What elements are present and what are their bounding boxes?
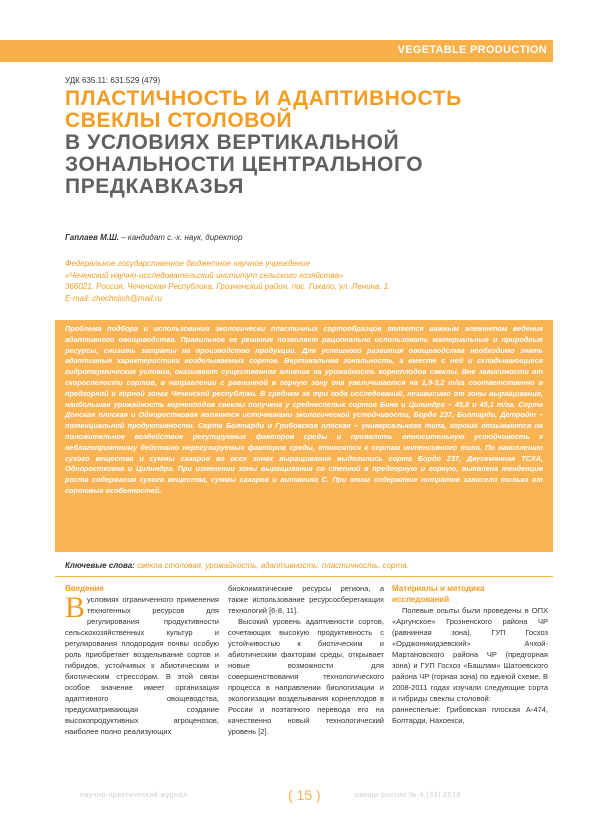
author-line [65,233,242,242]
section-heading-methods-2: исследований [392,595,450,604]
paragraph: Полевые опыты были проведены в ОПХ «Аргунское» Грозненского района ЧР (равнинная зона), ГУП Госхоз «Орджоникидзевский» Ачхой-Мартановского района ЧР (предгорная зона) и ГУП Госхоз «Башлам» Шатоевского района ЧР (горная зона) по единой схеме. В 2008-2011 годах изучали следующие сорта и гибриды свеклы столовой: [392,606,548,703]
affiliation-line: «Чеченский научно-исследовательский институт сельского хозяйства» [65,270,344,280]
page-number: ( 15 ) [288,787,321,803]
title-line-4: ЗОНАЛЬНОСТИ ЦЕНТРАЛЬНОГО [65,153,424,176]
title-line-5: ПРЕДКАВКАЗЬЯ [65,175,244,198]
drop-cap: В [65,591,86,624]
section-heading-introduction: Введение [65,584,104,593]
affiliation [65,258,545,304]
column-3 [392,583,548,726]
author-name: Гаплаев М.Ш. [65,233,120,242]
journal-name-right: овощи россии № 4 (33) 2016 [355,792,461,799]
paragraph: раннеспелые: Грибовская плоская А-474, Болтарди, Нахоекси, [392,705,548,725]
column-2 [228,583,384,737]
affiliation-line: Федеральное государственное бюджетное научное учреждение [65,259,311,268]
title-line-3: В УСЛОВИЯХ ВЕРТИКАЛЬНОЙ [65,131,400,154]
title-line-1: ПЛАСТИЧНОСТЬ И АДАПТИВНОСТЬ [65,87,462,110]
keywords-label: Ключевые слова: [65,561,135,570]
abstract-text: Проблема подбора и использования экологически пластичных сортообразцов является важным элементом ведения адаптивного овощеводства. Правильное ее решение позволяет рационально использовать материальные и природные ресурсы, снизить затраты на производство продукции. Для успешного развития овощеводства необходимо знать адаптивные характеристики возделываемых сортов. Вертикальная зональность, а вместе с ней и складывающиеся гидротермические условия, оказывают существенное влияние на урожайность корнеплодов свеклы. Вне зависимости от скороспелости сортов, в направлении с равнинной в горную зону она увеличивается на 1,9-3,2 т/га соответственно в предгорной и горной зонах Чеченской республики. В среднем за три года исследований, независимо от зоны выращивания, наибольшая урожайность корнеплодов свеклы получена у среднеспелых сортов Бона и Цилиндра – 45,8 и 45,1 т/га. Сорта Донская плоская и Одноростковая являются источниками экологической устойчивости, Бордо 237, Болтарди, Детройт – потенциальной продуктивности. Сорта Болтарди и Грибовская плоская – универсального типа, хорошо отзываются на положительное воздействие регулируемых факторов среды и проявлять относительную устойчивость к неблагоприятному действию нерегулируемых факторов среды, относятся к сортам интенсивного типа. По накоплению сухого вещества и суммы сахаров во всех зонах выращивания выделились сорта Бордо 237, Двусемянная ТСХА, Одноростковая и Цилиндра. При изменении зоны выращивания со степной в предгорную и горную, выявлена тенденция роста содержания сухого вещества, суммы сахаров и витамина С. При этом содержание нитратов зависело только от сортовых особенностей. [65,324,543,495]
keywords [65,561,545,570]
section-heading-methods: Материалы и методика [392,584,485,593]
title-line-2: СВЕКЛЫ СТОЛОВОЙ [65,109,293,132]
abstract-box [55,320,553,552]
divider [55,576,553,577]
section-label: VEGETABLE PRODUCTION [397,44,547,56]
footer [0,789,609,803]
paragraph: биоклиматические ресурсы региона, а также использование ресурсосберегающих технологий [6-8, 11]. [228,584,384,615]
journal-name-left: научно-практический журнал [80,792,188,799]
affiliation-email[interactable]: E-mail: chechniish@mail.ru [65,293,163,303]
affiliation-line: 366021, Россия, Чеченская Республика, Грозненский район, пос. Гикало, ул. Ленина, 1 [65,282,389,291]
keywords-text: свекла столовая, урожайность, адаптивность, пластичность, сорта. [134,561,409,570]
paragraph: Высокий уровень адаптивности сортов, сочетающих высокую продуктивность с устойчивостью к биотическим и абиотическим факторам среды, открывает новые возможности для совершенствования технологического процесса в направлении биологизации и экологизации возделывания корнеплодов в России и поэтапного перевода его на качественно новый технологический уровень [2]. [228,617,384,736]
column-1 [65,583,219,737]
author-role: – кандидат с.-х. наук, директор [119,233,243,242]
intro-paragraph [65,591,219,737]
intro-text: условиях ограниченного применения техногенных ресурсов для регулирования продуктивности сельскохозяйственных культур и регулирования плодородия почвы особую роль приобретает возделывание сортов и гибридов, устойчивых к абиотическим и биотическим стрессорам. В этой связи особое значение имеет организация адаптивного овощеводства, предусматривающая создание высокопродуктивных агроценозов, наиболее полно реализующих [65,595,219,736]
article-title [65,88,485,198]
udc-code: УДК 635.11: 631.529 (479) [65,76,161,85]
